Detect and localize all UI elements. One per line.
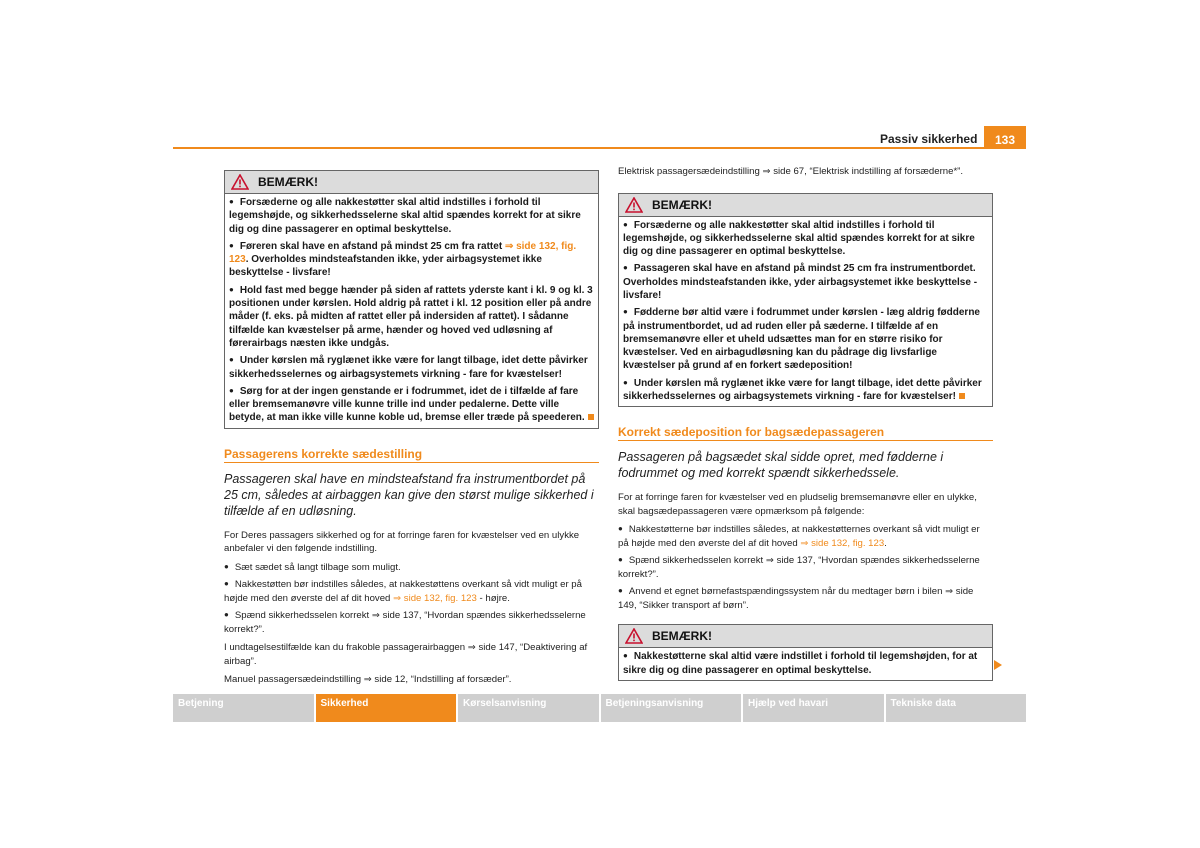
- cross-reference-link[interactable]: ⇒ side 132, fig. 123: [800, 537, 885, 549]
- list-item: ● Spænd sikkerhedsselen korrekt ⇒ side 137, “Hvordan spændes sikkerhedsselerne korrekt?”.: [618, 554, 993, 581]
- warning-triangle-icon: [625, 197, 643, 213]
- page-number: 133: [984, 126, 1026, 148]
- section-intro: Passageren skal have en mindsteafstand fra instrumentbordet på 25 cm, således at airbaggen kan give den størst mulige sikkerhed i tilfælde af en udløsning.: [224, 471, 594, 518]
- warning-box-right: [618, 193, 993, 408]
- warning-item: ● Passageren skal have en afstand på mindst 25 cm fra instrumentbordet. Overholdes mindsteafstanden ikke, yder airbagsystemet ikke beskyttelse - livsfare!: [623, 262, 988, 302]
- warning-body: [619, 217, 992, 407]
- header-rule: [173, 147, 1026, 149]
- list-item: ● Anvend et egnet børnefastspændingssystem når du medtager børn i bilen ⇒ side 149, “Sikker transport af børn”.: [618, 585, 993, 612]
- warning-title: BEMÆRK!: [652, 197, 712, 212]
- warning-box-bottom: [618, 624, 993, 681]
- tab-sikkerhed[interactable]: Sikkerhed: [316, 694, 457, 722]
- body-paragraph: For at forringe faren for kvæstelser ved en pludselig bremsemanøvre eller en ulykke, skal bagsædepassageren være opmærksom på følgende:: [618, 492, 977, 517]
- tab-betjeningsanvisning[interactable]: Betjeningsanvisning: [601, 694, 742, 722]
- warning-item: ● Forsæderne og alle nakkestøtter skal altid indstilles i forhold til legemshøjde, og sikkerhedsselerne skal altid spændes korrekt for at sikre dig og dine passagerer en optimal beskyttelse.: [623, 219, 988, 259]
- cross-reference-link[interactable]: ⇒ side 132, fig. 123: [393, 592, 477, 604]
- warning-item: ● Sørg for at der ingen genstande er i fodrummet, idet de i tilfælde af fare eller bremsemanøvre ville kunne trille ind under pedalerne. Dette ville betyde, at man ikke ville kunne koble ud, bremse eller træde på speederen.: [229, 385, 594, 425]
- warning-item: ● Hold fast med begge hænder på siden af rattets yderste kant i kl. 9 og kl. 3 positionen under kørslen. Hold aldrig på rattet i kl. 12 position eller på andre måder (f. eks. på midten af rattet eller på indersiden af rattet). I sådanne tilfælde kan kvæstelser på arme, hænder og hoved ved udløsning af førerairbags næsten ikke undgås.: [229, 284, 594, 350]
- section-end-marker: [588, 414, 594, 420]
- warning-item: ● Fødderne bør altid være i fodrummet under kørslen - læg aldrig fødderne på instrumentbordet, ud ad ruden eller på sæderne. I tilfælde af en bremsemanøvre eller et uheld udsættes man for en større risiko for kvæstelser. Ved en airbagudløsning kan du pådrage dig livsfarlige kvæstelser på grund af en forkert sædeposition!: [623, 306, 988, 372]
- tab-hjaelp-ved-havari[interactable]: Hjælp ved havari: [743, 694, 884, 722]
- warning-triangle-icon: [625, 628, 643, 644]
- warning-body: [225, 194, 598, 428]
- warning-header: [619, 625, 992, 648]
- bullet-list: [618, 523, 993, 612]
- warning-item: ● Under kørslen må ryglænet ikke være for langt tilbage, idet dette påvirker sikkerhedsselernes og airbagsystemets virkning - fare for kvæstelser!: [229, 354, 594, 381]
- footer-nav: [173, 694, 1026, 722]
- warning-header: [225, 171, 598, 194]
- section-intro: Passageren på bagsædet skal sidde opret, med fødderne i fodrummet og med korrekt spændt sikkerhedssele.: [618, 450, 944, 481]
- warning-item: ● Føreren skal have en afstand på mindst 25 cm fra rattet ⇒ side 132, fig. 123. Overholdes mindsteafstanden ikke, yder airbagsystemet ikke beskyttelse - livsfare!: [229, 240, 594, 280]
- tab-betjening[interactable]: Betjening: [173, 694, 314, 722]
- tab-korselsanvisning[interactable]: Kørselsanvisning: [458, 694, 599, 722]
- section-end-marker: [959, 393, 965, 399]
- list-item: ● Sæt sædet så langt tilbage som muligt.: [224, 561, 599, 575]
- list-item: ● Nakkestøtterne bør indstilles således, at nakkestøtternes overkant så vidt muligt er på højde med den øverste del af dit hoved ⇒ side 132, fig. 123.: [618, 523, 993, 550]
- warning-header: [619, 194, 992, 217]
- running-header-title: Passiv sikkerhed: [880, 132, 978, 146]
- body-paragraph: Elektrisk passagersædeindstilling ⇒ side 67, “Elektrisk indstilling af forsæderne*”.: [618, 166, 964, 177]
- bullet-list: [224, 561, 599, 637]
- warning-title: BEMÆRK!: [652, 629, 712, 644]
- warning-item: ● Under kørslen må ryglænet ikke være for langt tilbage, idet dette påvirker sikkerhedsselernes og airbagsystemets virkning - fare for kvæstelser!: [623, 377, 988, 404]
- warning-body: [619, 648, 992, 680]
- cross-reference-link[interactable]: ⇒ side 132, fig. 123: [229, 240, 577, 266]
- tab-tekniske-data[interactable]: Tekniske data: [886, 694, 1027, 722]
- warning-triangle-icon: [231, 174, 249, 190]
- left-column: [224, 170, 599, 692]
- body-paragraph: I undtagelsestilfælde kan du frakoble passagerairbaggen ⇒ side 147, “Deaktivering af airbag”.: [224, 642, 588, 667]
- section-heading: Passagerens korrekte sædestilling: [224, 447, 599, 463]
- continue-arrow-icon: [994, 660, 1002, 670]
- list-item: ● Spænd sikkerhedsselen korrekt ⇒ side 137, “Hvordan spændes sikkerhedsselerne korrekt?”.: [224, 609, 599, 636]
- body-paragraph: For Deres passagers sikkerhed og for at forringe faren for kvæstelser ved en ulykke anbefaler vi den følgende indstilling.: [224, 529, 580, 555]
- body-paragraph: Manuel passagersædeindstilling ⇒ side 12, “Indstilling af forsæder”.: [224, 674, 512, 686]
- list-item: ● Nakkestøtten bør indstilles således, at nakkestøttens overkant så vidt muligt er på højde med den øverste del af dit hoved ⇒ side 132, fig. 123 - højre.: [224, 578, 599, 605]
- warning-box-left: [224, 170, 599, 429]
- right-column: [618, 165, 993, 699]
- section-heading: Korrekt sædeposition for bagsædepassageren: [618, 425, 993, 441]
- warning-title: BEMÆRK!: [258, 175, 318, 189]
- warning-item: ● Nakkestøtterne skal altid være indstillet i forhold til legemshøjden, for at sikre dig og dine passagerer en optimal beskyttelse.: [623, 650, 988, 677]
- warning-item: ● Forsæderne og alle nakkestøtter skal altid indstilles i forhold til legemshøjde, og sikkerhedsselerne skal altid spændes korrekt for at sikre dig og dine passagerer en optimal beskyttelse.: [229, 196, 594, 236]
